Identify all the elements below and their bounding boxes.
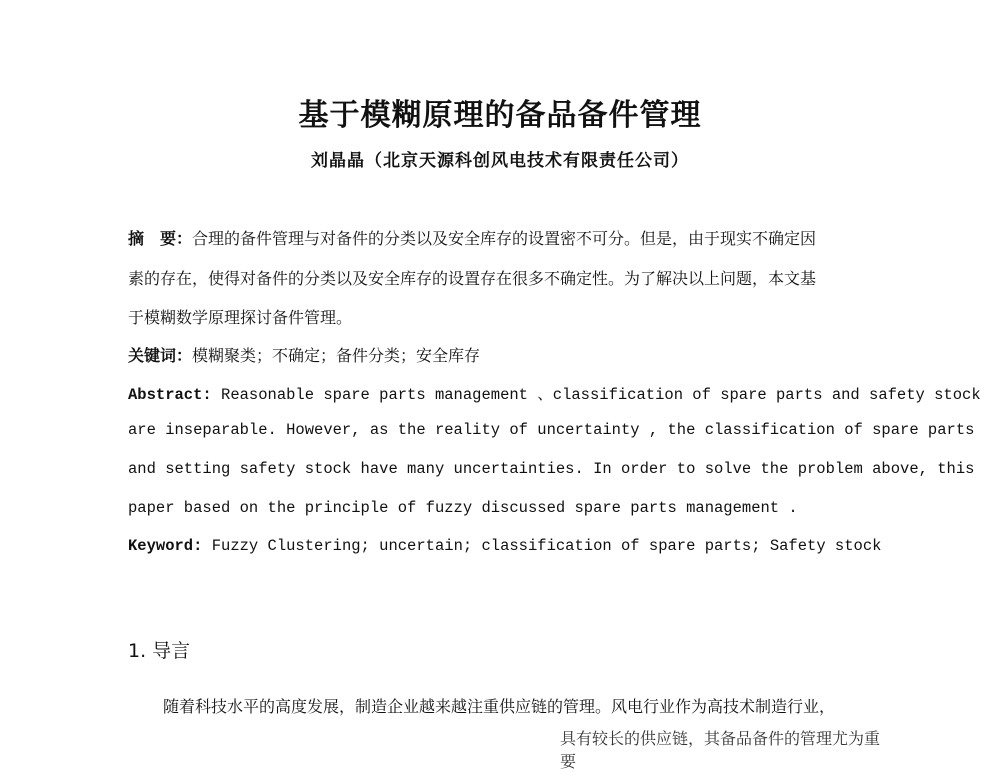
keywords-en: [128, 537, 881, 555]
abstract-cn-line-3: 于模糊数学原理探讨备件管理。: [128, 308, 353, 327]
keywords-cn: [128, 343, 480, 366]
abstract-cn-line-2: 素的存在，使得对备件的分类以及安全库存的设置存在很多不确定性。为了解决以上问题，本文基: [128, 269, 817, 288]
abstract-en-text-1: Reasonable spare parts management 、classification of spare parts and safety stock: [211, 386, 981, 404]
abstract-en-line-4: paper based on the principle of fuzzy discussed spare parts management .: [128, 499, 798, 517]
abstract-en-line-2: are inseparable. However, as the reality of uncertainty , the classification of spare parts: [128, 421, 975, 439]
abstract-en-label: Abstract:: [128, 386, 212, 404]
abstract-cn-text-1: 合理的备件管理与对备件的分类以及安全库存的设置密不可分。但是，由于现实不确定因: [192, 229, 817, 248]
section-body-line-2-cut: 具有较长的供应链，其备品备件的管理尤为重要: [560, 729, 881, 771]
abstract-en-line-1: [128, 382, 981, 404]
section-body-line-1: 随着科技水平的高度发展，制造企业越来越注重供应链的管理。风电行业作为高技术制造行业，: [163, 697, 836, 716]
section-heading-introduction: 1. 导言: [128, 640, 191, 662]
abstract-en-line-3: and setting safety stock have many uncertainties. In order to solve the problem above, this: [128, 460, 975, 478]
keywords-en-text: Fuzzy Clustering; uncertain; classification of spare parts; Safety stock: [202, 537, 882, 555]
keywords-cn-text: 模糊聚类；不确定；备件分类；安全库存: [192, 346, 481, 365]
keywords-cn-label: 关键词：: [128, 346, 193, 365]
paper-title: 基于模糊原理的备品备件管理: [298, 98, 702, 133]
keywords-en-label: Keyword:: [128, 537, 203, 555]
abstract-cn-label: 摘 要：: [128, 229, 193, 248]
author-affiliation: 刘晶晶（北京天源科创风电技术有限责任公司）: [311, 151, 689, 171]
abstract-cn-line-1: [128, 226, 816, 249]
